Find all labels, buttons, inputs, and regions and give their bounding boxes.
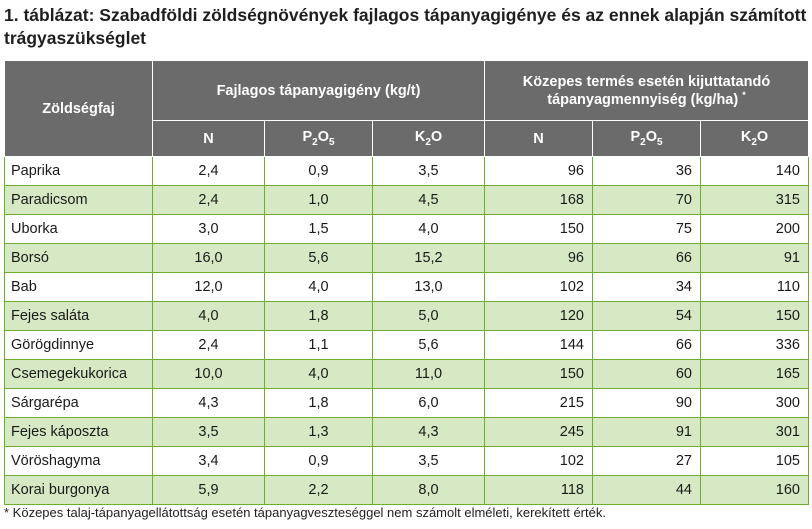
cell-k2o: 5,0 bbox=[373, 302, 485, 331]
cell-k2o-kgha: 150 bbox=[701, 302, 809, 331]
cell-p2o5: 2,2 bbox=[265, 476, 373, 505]
group-header-yield-line2: tápanyagmennyiség (kg/ha) * bbox=[547, 89, 746, 108]
cell-k2o-kgha: 165 bbox=[701, 360, 809, 389]
cell-n-kgha: 144 bbox=[485, 331, 593, 360]
cell-n: 3,5 bbox=[153, 418, 265, 447]
cell-p2o5-kgha: 44 bbox=[593, 476, 701, 505]
cell-k2o-kgha: 140 bbox=[701, 157, 809, 186]
cell-n: 2,4 bbox=[153, 186, 265, 215]
cell-k2o-kgha: 91 bbox=[701, 244, 809, 273]
group-header-specific-demand: Fajlagos tápanyagigény (kg/t) bbox=[153, 61, 485, 121]
column-header-p2o5: $P_2O_5$ bbox=[265, 121, 373, 157]
cell-n: 16,0 bbox=[153, 244, 265, 273]
table-row bbox=[5, 418, 809, 447]
cell-name: Fejes saláta bbox=[5, 302, 153, 331]
cell-name: Csemegekukorica bbox=[5, 360, 153, 389]
cell-n-kgha: 215 bbox=[485, 389, 593, 418]
cell-p2o5-kgha: 91 bbox=[593, 418, 701, 447]
table-row bbox=[5, 447, 809, 476]
cell-p2o5: 4,0 bbox=[265, 360, 373, 389]
cell-name: Görögdinnye bbox=[5, 331, 153, 360]
cell-n: 5,9 bbox=[153, 476, 265, 505]
cell-p2o5: 1,8 bbox=[265, 302, 373, 331]
cell-p2o5: 1,8 bbox=[265, 389, 373, 418]
cell-name: Korai burgonya bbox=[5, 476, 153, 505]
nutrient-table bbox=[4, 60, 809, 505]
cell-n: 12,0 bbox=[153, 273, 265, 302]
cell-n-kgha: 168 bbox=[485, 186, 593, 215]
cell-p2o5: 0,9 bbox=[265, 447, 373, 476]
cell-n-kgha: 150 bbox=[485, 215, 593, 244]
cell-name: Sárgarépa bbox=[5, 389, 153, 418]
cell-k2o-kgha: 110 bbox=[701, 273, 809, 302]
cell-k2o-kgha: 315 bbox=[701, 186, 809, 215]
footnote: * Közepes talaj-tápanyagellátottság esetén tápanyagveszteséggel nem számolt elméleti, kerekített érték. bbox=[4, 505, 606, 520]
cell-n-kgha: 102 bbox=[485, 447, 593, 476]
cell-p2o5: 5,6 bbox=[265, 244, 373, 273]
cell-name: Bab bbox=[5, 273, 153, 302]
table-row bbox=[5, 244, 809, 273]
cell-k2o: 3,5 bbox=[373, 447, 485, 476]
table-row bbox=[5, 389, 809, 418]
cell-name: Uborka bbox=[5, 215, 153, 244]
group-header-yield-line1: Közepes termés esetén kijuttatandó bbox=[522, 73, 771, 90]
cell-n-kgha: 245 bbox=[485, 418, 593, 447]
column-header-n-kgha: N bbox=[485, 121, 593, 157]
cell-p2o5-kgha: 34 bbox=[593, 273, 701, 302]
table-row bbox=[5, 186, 809, 215]
cell-name: Paprika bbox=[5, 157, 153, 186]
cell-p2o5-kgha: 90 bbox=[593, 389, 701, 418]
cell-p2o5: 1,5 bbox=[265, 215, 373, 244]
cell-p2o5: 1,0 bbox=[265, 186, 373, 215]
cell-n-kgha: 118 bbox=[485, 476, 593, 505]
cell-p2o5-kgha: 66 bbox=[593, 331, 701, 360]
cell-k2o: 3,5 bbox=[373, 157, 485, 186]
column-header-k2o-kgha: $K_2O$ bbox=[701, 121, 809, 157]
cell-name: Vöröshagyma bbox=[5, 447, 153, 476]
cell-k2o: 4,5 bbox=[373, 186, 485, 215]
cell-n-kgha: 102 bbox=[485, 273, 593, 302]
table-row bbox=[5, 157, 809, 186]
table-row bbox=[5, 331, 809, 360]
cell-n-kgha: 96 bbox=[485, 157, 593, 186]
cell-p2o5-kgha: 60 bbox=[593, 360, 701, 389]
column-header-k2o: $K_2O$ bbox=[373, 121, 485, 157]
cell-k2o-kgha: 105 bbox=[701, 447, 809, 476]
cell-k2o: 15,2 bbox=[373, 244, 485, 273]
table-row bbox=[5, 360, 809, 389]
cell-k2o: 6,0 bbox=[373, 389, 485, 418]
table-row bbox=[5, 302, 809, 331]
table-title: 1. táblázat: Szabadföldi zöldségnövények fajlagos tápanyagigénye és az ennek alapján számított trágyaszükséglet bbox=[4, 5, 807, 48]
cell-p2o5-kgha: 27 bbox=[593, 447, 701, 476]
cell-p2o5-kgha: 36 bbox=[593, 157, 701, 186]
cell-n-kgha: 120 bbox=[485, 302, 593, 331]
cell-n: 4,3 bbox=[153, 389, 265, 418]
cell-n-kgha: 96 bbox=[485, 244, 593, 273]
column-header-n: N bbox=[153, 121, 265, 157]
cell-k2o-kgha: 200 bbox=[701, 215, 809, 244]
cell-p2o5-kgha: 70 bbox=[593, 186, 701, 215]
cell-p2o5-kgha: 66 bbox=[593, 244, 701, 273]
group-header-yield-amount bbox=[485, 61, 809, 121]
cell-k2o: 13,0 bbox=[373, 273, 485, 302]
cell-p2o5: 1,3 bbox=[265, 418, 373, 447]
cell-k2o: 4,3 bbox=[373, 418, 485, 447]
cell-k2o: 5,6 bbox=[373, 331, 485, 360]
cell-k2o-kgha: 336 bbox=[701, 331, 809, 360]
column-header-zoldsegfaj: Zöldségfaj bbox=[5, 61, 153, 157]
column-header-p2o5-kgha: $P_2O_5$ bbox=[593, 121, 701, 157]
cell-k2o: 4,0 bbox=[373, 215, 485, 244]
cell-p2o5: 4,0 bbox=[265, 273, 373, 302]
cell-n: 3,4 bbox=[153, 447, 265, 476]
cell-p2o5-kgha: 54 bbox=[593, 302, 701, 331]
cell-n: 4,0 bbox=[153, 302, 265, 331]
cell-k2o: 8,0 bbox=[373, 476, 485, 505]
table-row bbox=[5, 273, 809, 302]
cell-p2o5: 1,1 bbox=[265, 331, 373, 360]
cell-name: Paradicsom bbox=[5, 186, 153, 215]
footnote-marker: * bbox=[742, 89, 746, 100]
cell-p2o5-kgha: 75 bbox=[593, 215, 701, 244]
table-row bbox=[5, 476, 809, 505]
cell-n: 3,0 bbox=[153, 215, 265, 244]
cell-name: Fejes káposzta bbox=[5, 418, 153, 447]
cell-n: 2,4 bbox=[153, 331, 265, 360]
cell-k2o-kgha: 160 bbox=[701, 476, 809, 505]
cell-k2o-kgha: 301 bbox=[701, 418, 809, 447]
cell-p2o5: 0,9 bbox=[265, 157, 373, 186]
cell-n: 2,4 bbox=[153, 157, 265, 186]
cell-k2o: 11,0 bbox=[373, 360, 485, 389]
cell-n: 10,0 bbox=[153, 360, 265, 389]
cell-n-kgha: 150 bbox=[485, 360, 593, 389]
table-row bbox=[5, 215, 809, 244]
cell-k2o-kgha: 300 bbox=[701, 389, 809, 418]
cell-name: Borsó bbox=[5, 244, 153, 273]
